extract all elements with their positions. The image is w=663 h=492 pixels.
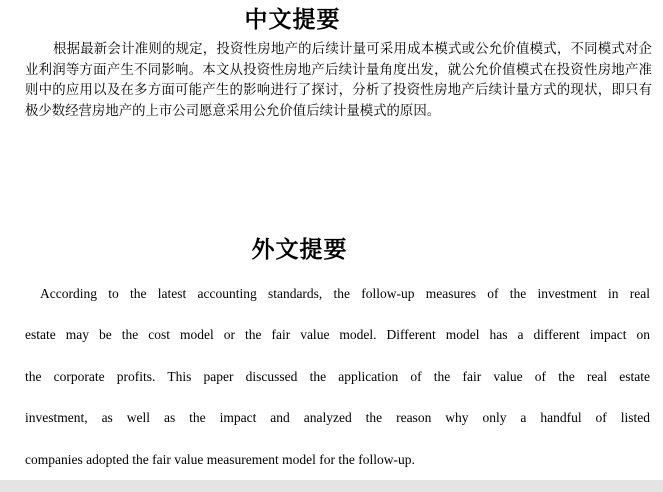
english-abstract-line: companies adopted the fair value measurement model for the follow-up.: [25, 452, 415, 467]
english-abstract-title: 外文提要: [251, 237, 348, 263]
english-abstract-line: estate may be the cost model or the fair value model. Different model has a different impact on: [25, 327, 650, 342]
english-abstract-line: the corporate profits. This paper discussed the application of the fair value of the real estate: [25, 369, 650, 384]
chinese-abstract-body: 根据最新会计准则的规定，投资性房地产的后续计量可采用成本模式或公允价值模式，不同模式对企业利润等方面产生不同影响。本文从投资性房地产后续计量角度出发，就公允价值模式在投资性房地产准则中的应用以及在多方面可能产生的影响进行了探讨，分析了投资性房地产后续计量方式的现状，即只有极少数经营房地产的上市公司愿意采用公允价值后续计量模式的原因。: [25, 42, 652, 119]
chinese-abstract-title: 中文提要: [244, 7, 341, 33]
english-abstract-line: According to the latest accounting standards, the follow-up measures of the investment in real: [40, 286, 650, 301]
english-abstract-line: investment, as well as the impact and analyzed the reason why only a handful of listed: [25, 410, 650, 425]
page-bottom-edge: [0, 480, 663, 492]
